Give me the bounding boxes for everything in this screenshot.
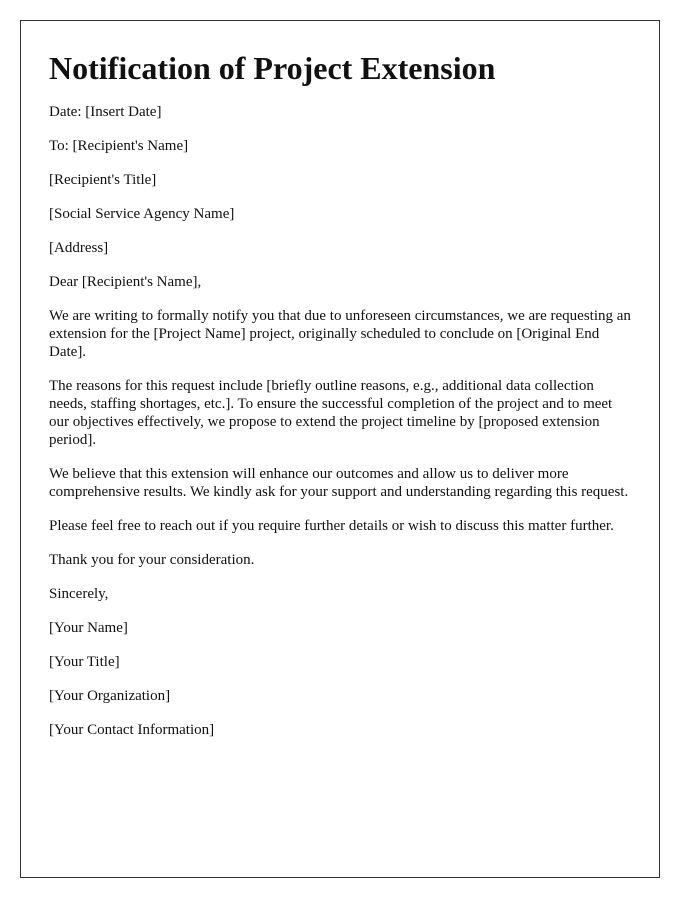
recipient-name-line: To: [Recipient's Name] bbox=[49, 138, 189, 154]
signature-organization: [Your Organization] bbox=[49, 688, 171, 704]
body-paragraph-reasons: The reasons for this request include [briefly outline reasons, e.g., additional data collection needs, staffing shortages, etc.]. To ensure the successful completion of the project and to meet our objectives effectively, we propose to extend the project timeline by [proposed extension period]. bbox=[49, 378, 613, 448]
letter-title: Notification of Project Extension bbox=[49, 50, 496, 86]
signature-title: [Your Title] bbox=[49, 654, 120, 670]
letter-container bbox=[20, 20, 660, 878]
body-paragraph-benefits: We believe that this extension will enhance our outcomes and allow us to deliver more comprehensive results. We kindly ask for your support and understanding regarding this request. bbox=[49, 466, 629, 500]
signature-contact: [Your Contact Information] bbox=[49, 722, 215, 738]
body-paragraph-thanks: Thank you for your consideration. bbox=[49, 552, 255, 568]
recipient-title: [Recipient's Title] bbox=[49, 172, 157, 188]
salutation: Dear [Recipient's Name], bbox=[49, 274, 202, 290]
recipient-address: [Address] bbox=[49, 240, 109, 256]
body-paragraph-intro: We are writing to formally notify you that due to unforeseen circumstances, we are requesting an extension for the [Project Name] project, originally scheduled to conclude on [Original End Date]. bbox=[49, 308, 631, 360]
agency-name: [Social Service Agency Name] bbox=[49, 206, 235, 222]
closing: Sincerely, bbox=[49, 586, 109, 602]
signature-name: [Your Name] bbox=[49, 620, 128, 636]
letter-date: Date: [Insert Date] bbox=[49, 104, 162, 120]
body-paragraph-contact: Please feel free to reach out if you require further details or wish to discuss this matter further. bbox=[49, 518, 614, 534]
